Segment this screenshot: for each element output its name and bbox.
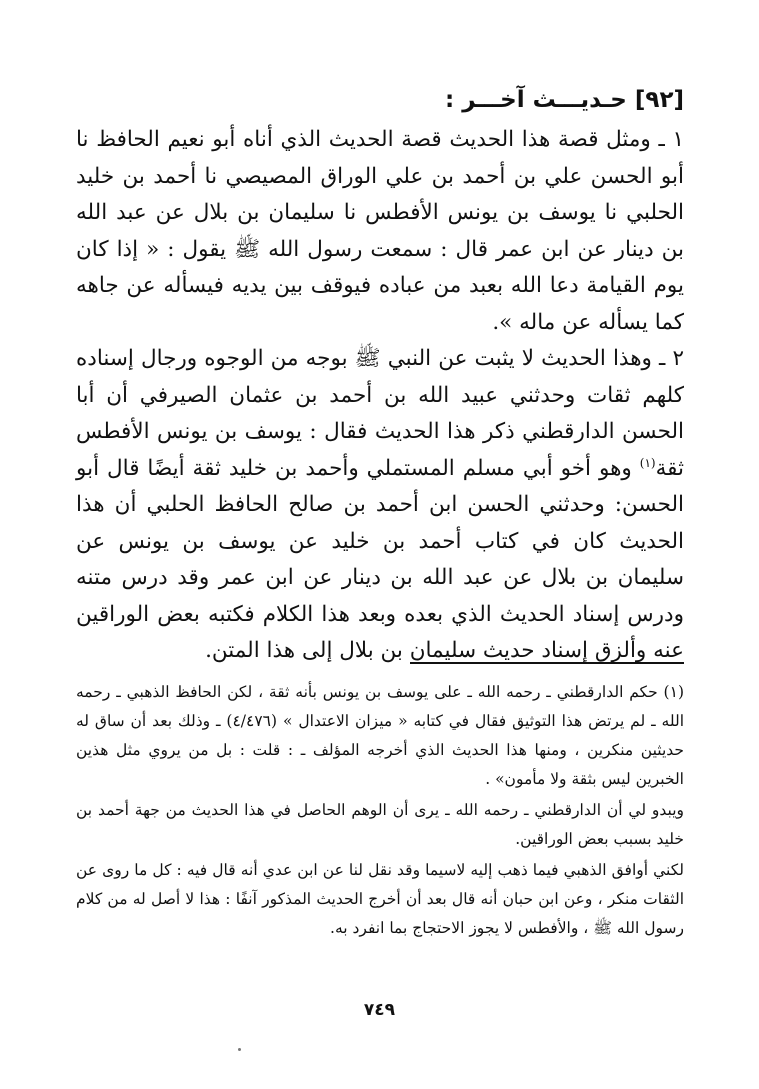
paragraph-2-part-1: ٢ ـ وهذا الحديث لا يثبت عن النبي ﷺ بوجه من الوجوه ورجال إسناده كلهم ثقات وحدثني عبيد الله بن أحمد بن عثمان الصيرفي أن أبا الحسن الدارقطني ذكر هذا الحديث فقال : يوسف بن يونس الأفطس ثقة <box>76 346 684 481</box>
footnote-1: (١) حكم الدارقطني ـ رحمه الله ـ على يوسف بن يونس بأنه ثقة ، لكن الحافظ الذهبي ـ رحمه الله ـ لم يرتض هذا التوثيق فقال في كتابه « ميزان الاعتدال » (٤/٤٧٦) ـ وذلك بعد أن ساق له حديثين منكرين ، ومنها هذا الحديث الذي أخرجه المؤلف ـ : قلت : بل من يروي مثل هذين الخبرين ليس بثقة ولا مأمون» . <box>76 683 684 788</box>
footnote-conclusion: لكني أوافق الذهبي فيما ذهب إليه لاسيما وقد نقل لنا عن ابن عدي أنه قال فيه : كل ما روى عن الثقات منكر ، وعن ابن حبان أنه قال بعد أن أخرج الحديث المذكور آنفًا : هذا لا أصل له من كلام رسول الله ﷺ ، والأفطس لا يجوز الاحتجاج بما انفرد به. <box>76 861 684 937</box>
footnotes <box>76 678 684 943</box>
paragraph-2 <box>76 341 684 670</box>
footnote-separator <box>410 662 684 664</box>
paragraph-2-part-2: وهو أخو أبي مسلم المستملي وأحمد بن خليد ثقة أيضًا قال أبو الحسن: وحدثني الحسن ابن أحمد بن صالح الحافظ الحلبي أن هذا الحديث كان في كتاب أحمد بن خليد عن يوسف بن يونس عن سليمان بن بلال عن عبد الله بن دينار عن ابن عمر وقد درس متنه ودرس إسناد الحديث الذي بعده وبعد هذا الكلام فكتبه بعض الوراقين عنه وألزق إسناد حديث سليمان بن بلال إلى هذا المتن. <box>76 455 684 663</box>
scan-speck <box>238 1048 241 1051</box>
footnote-comment: ويبدو لي أن الدارقطني ـ رحمه الله ـ يرى أن الوهم الحاصل في هذا الحديث من جهة أحمد بن خليد بسبب بعض الوراقين. <box>76 801 684 848</box>
main-text <box>76 78 684 670</box>
page-number: ٧٤٩ <box>363 1000 396 1020</box>
hadith-heading: [٩٢] حـديـــث آخـــر : <box>445 87 684 113</box>
footnote-marker[interactable]: (١) <box>639 455 656 470</box>
paragraph-1: ١ ـ ومثل قصة هذا الحديث قصة الحديث الذي أناه أبو نعيم الحافظ نا أبو الحسن علي بن أحمد بن علي الوراق المصيصي نا أحمد بن خليد الحلبي نا يوسف بن يونس الأفطس نا سليمان بن بلال عن عبد الله بن دينار عن ابن عمر قال : سمعت رسول الله ﷺ يقول : « إذا كان يوم القيامة دعا الله بعبد من عباده فيوقف بين يديه فيسأله عن جاهه كما يسأله عن ماله ». <box>76 127 684 335</box>
